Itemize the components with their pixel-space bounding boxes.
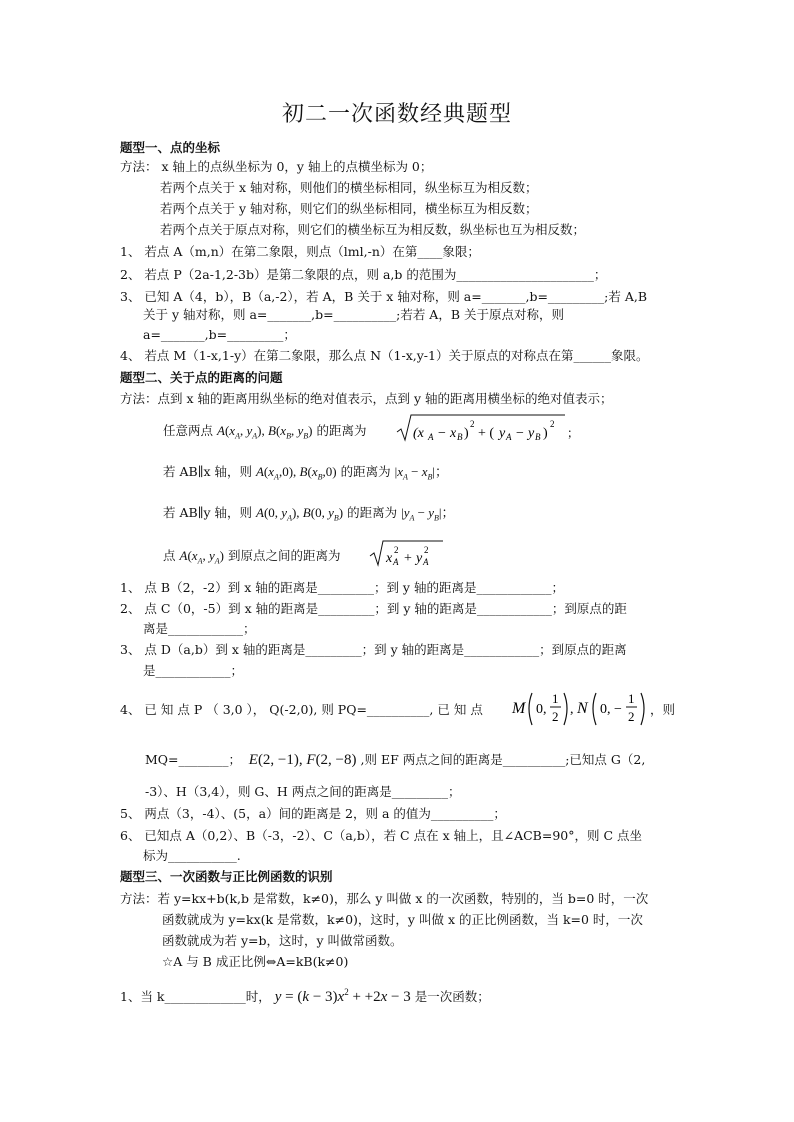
question-1-prefix: 1、当 k_____________时， [120,989,271,1004]
svg-text:1: 1 [628,691,635,706]
svg-text:): ) [464,426,469,441]
question-1: 1、 若点 A（m,n）在第二象限，则点（lml,-n）在第____象限； [120,244,480,259]
svg-text:2: 2 [552,709,559,724]
section-heading-2: 题型二、关于点的距离的问题 [120,370,283,385]
question-4-suffix: ，则 [650,702,676,717]
svg-text:M: M [512,700,526,717]
points-ef-formula: E(2, −1), F(2, −8) [248,752,357,768]
svg-text:A: A [428,432,434,442]
linear-function-formula: $y = (k - 3)x^2 + +2x - 3$ [274,987,411,1005]
question-1: 1、 点 B（2，-2）到 x 轴的距离是_________；到 y 轴的距离是____________； [120,580,564,595]
svg-text:,: , [570,702,574,717]
svg-text:2: 2 [470,419,475,429]
question-5: 5、 两点（3，-4）、(5，a）间的距离是 2，则 a 的值为__________； [120,806,506,821]
svg-text:2: 2 [394,545,399,555]
svg-text:A: A [506,432,512,442]
formula-label: 到原点之间的距离为 [227,548,341,563]
method-text: ☆A 与 B 成正比例⇔A=kB(k≠0) [162,954,349,969]
section-heading-1: 题型一、点的坐标 [120,140,221,155]
formula-line-1 [163,423,366,445]
formula-label: 若 AB∥x 轴，则 [163,464,252,479]
svg-text:2: 2 [424,545,429,555]
svg-text:；: ； [567,426,580,440]
formula-line-2 [163,464,448,486]
question-1-suffix: 是一次函数； [414,989,490,1004]
formula-label: 的距离为 [340,464,391,479]
formula-points: A(0, $y_A$), B(0, $y_B$) [255,505,344,523]
question-4: 4、 若点 M（1-x,1-y）在第二象限，那么点 N（1-x,y-1）关于原点的对称点在第______象限。 [120,348,649,363]
origin-distance-formula-icon [368,538,448,568]
points-mn-formula-icon [510,683,660,733]
question-2-cont: 离是____________； [143,621,256,636]
method-text: 方法： x 轴上的点纵坐标为 0，y 轴上的点横坐标为 0； [120,159,433,174]
svg-text:y: y [528,426,535,441]
formula-points: $A(x_A$, $y_A$), $B(x_B$, $y_B$) [217,423,313,441]
question-4: 4、 已 知 点 P （ 3,0 ）， Q(-2,0), 则 PQ=__________, 已 知 点 [120,702,483,717]
svg-text:2: 2 [628,709,635,724]
question-2: 2、 点 C（0，-5）到 x 轴的距离是_________；到 y 轴的距离是____________；到原点的距 [120,601,627,616]
formula-label: 的距离为 [316,423,367,438]
method-text: 函数就成为若 y=b，这时，y 叫做常函数。 [162,933,403,948]
question-6-cont: 标为___________. [143,848,241,863]
formula-line-3 [163,505,455,527]
question-3-cont: a=_______,b=_________； [143,327,296,342]
page-title: 初二一次函数经典题型 [281,102,512,127]
svg-text:A: A [393,557,399,567]
question-3: 3、 点 D（a,b）到 x 轴的距离是_________；到 y 轴的距离是____________；到原点的距离 [120,642,627,657]
method-text: 方法：若 y=kx+b(k,b 是常数，k≠0)，那么 y 叫做 x 的一次函数，特别的，当 b=0 时，一次 [120,891,649,906]
svg-text:(x: (x [413,426,424,441]
formula-abs: $|y_A - y_B|$； [401,505,455,523]
question-2: 2、 若点 P（2a-1,2-3b）是第二象限的点，则 a,b 的范围为______________________； [120,267,607,282]
formula-points: $A(x_A$, $y_A$) [179,548,224,566]
formula-line-4 [163,548,340,570]
method-text: 若两个点关于 y 轴对称，则它们的纵坐标相同，横坐标互为相反数； [160,201,538,216]
svg-text:0,: 0, [536,702,547,717]
question-4-mq: MQ=________； [145,752,242,767]
svg-text:B: B [535,432,541,442]
formula-label: 任意两点 [163,423,214,438]
svg-text:A: A [423,557,429,567]
svg-text:x: x [386,551,393,566]
section-heading-3: 题型三、一次函数与正比例函数的识别 [120,869,333,884]
svg-text:+: + [404,551,412,566]
question-1 [120,984,490,1005]
formula-label: 若 AB∥y 轴，则 [163,505,252,520]
svg-text:−: − [438,426,446,441]
distance-formula-icon [395,412,580,444]
method-text: 若两个点关于原点对称，则它们的横坐标互为相反数，纵坐标也互为相反数； [160,222,586,237]
formula-abs: $|x_A - x_B|$； [394,464,448,482]
question-6: 6、 已知点 A（0,2）、B（-3，-2）、C（a,b），若 C 点在 x 轴上，且∠ACB=90°，则 C 点坐 [120,828,642,843]
svg-text:x: x [450,426,457,441]
svg-text:2: 2 [550,419,555,429]
formula-points: $A(x_A,0)$, $B(x_B,0)$ [255,464,337,482]
method-text: 函数就成为 y=kx(k 是常数，k≠0)，这时，y 叫做 x 的正比例函数，当 k=0 时，一次 [162,912,643,927]
svg-text:y: y [499,426,506,441]
question-3-cont: 是____________； [143,663,244,678]
svg-text:N: N [577,700,588,717]
svg-text:+ (: + ( [478,426,495,441]
svg-text:B: B [457,432,463,442]
method-text: 方法：点到 x 轴的距离用纵坐标的绝对值表示，点到 y 轴的距离用横坐标的绝对值表示； [120,391,613,406]
question-4-ef: ,则 EF 两点之间的距离是__________;已知点 G（2, [360,752,646,767]
formula-label: 的距离为 [347,505,398,520]
svg-text:0, −: 0, − [600,702,622,717]
question-3-cont: 关于 y 轴对称，则 a=_______,b=__________;若若 A，B 关于原点对称，则 [143,307,564,322]
question-4-cont [145,752,645,768]
svg-text:−: − [516,426,524,441]
question-3: 3、 已知 A（4，b），B（a,-2），若 A，B 关于 x 轴对称，则 a=_______,b=_________;若 A,B [120,289,648,304]
formula-label: 点 [163,548,176,563]
method-text: 若两个点关于 x 轴对称，则他们的横坐标相同，纵坐标互为相反数； [160,180,538,195]
svg-text:): ) [543,426,548,441]
svg-text:1: 1 [552,691,559,706]
question-4-cont: -3）、H（3,4），则 G、H 两点之间的距离是_________； [145,784,461,799]
svg-text:y: y [416,551,423,566]
